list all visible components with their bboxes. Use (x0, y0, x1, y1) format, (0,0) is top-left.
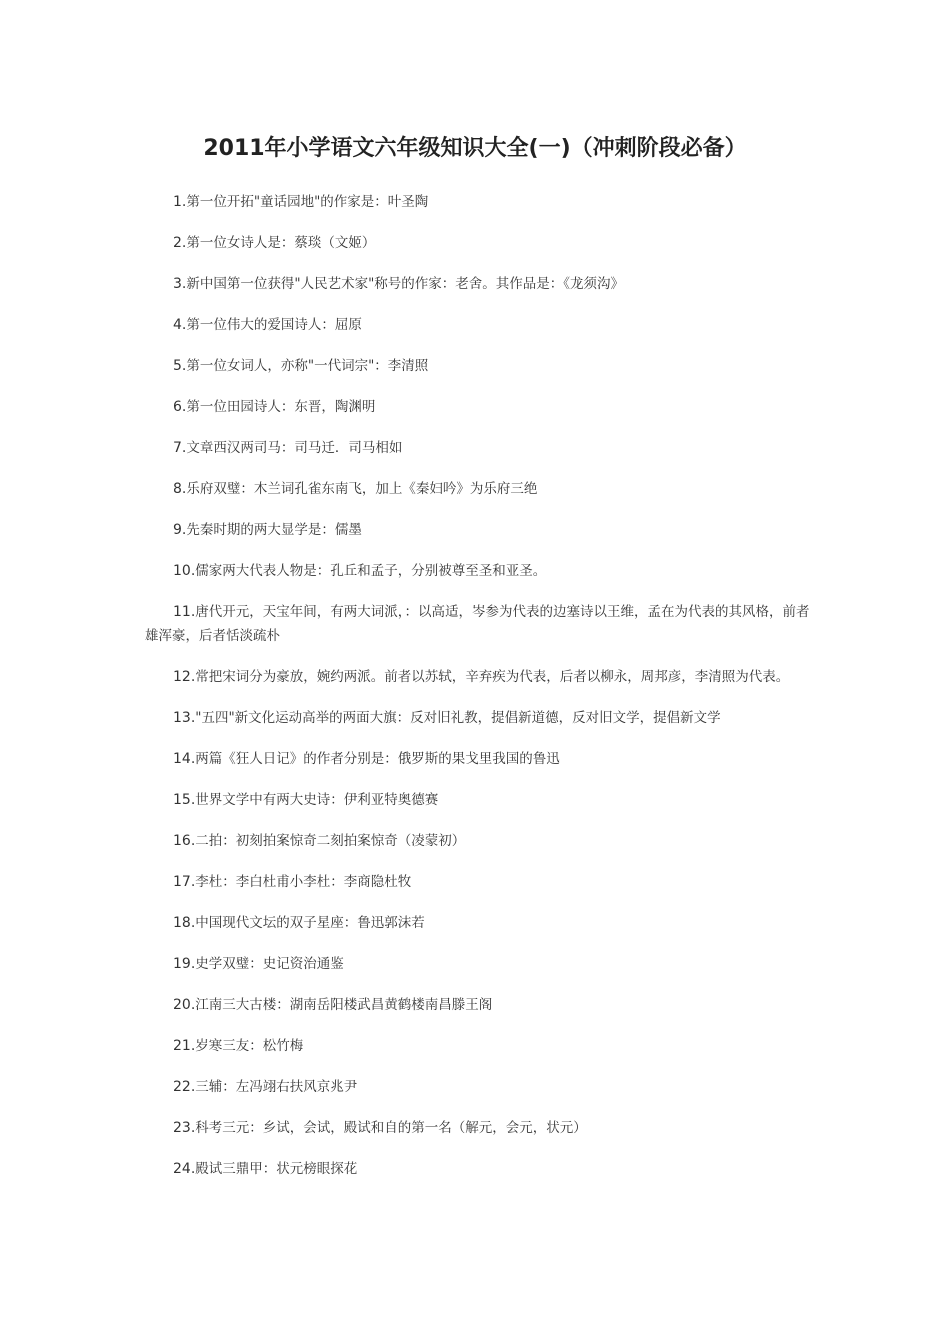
list-item (145, 559, 815, 583)
item-number: 16. (173, 833, 196, 849)
list-item (145, 272, 815, 296)
item-number: 12. (173, 669, 196, 685)
item-number: 24. (173, 1161, 196, 1177)
list-item (145, 231, 815, 255)
list-item (145, 706, 815, 730)
item-number: 9. (173, 522, 187, 538)
document-title: 2011年小学语文六年级知识大全(一)（冲刺阶段必备） (203, 136, 747, 161)
item-number: 3. (173, 276, 187, 292)
item-text: 江南三大古楼：湖南岳阳楼武昌黄鹤楼南昌滕王阁 (195, 997, 493, 1013)
item-number: 2. (173, 235, 187, 251)
item-number: 4. (173, 317, 187, 333)
item-text: 二拍：初刻拍案惊奇二刻拍案惊奇（凌蒙初） (195, 833, 466, 849)
item-number: 7. (173, 440, 187, 456)
item-number: 8. (173, 481, 187, 497)
list-item (145, 1116, 815, 1140)
knowledge-list (145, 190, 815, 1181)
list-item (145, 1034, 815, 1058)
item-text: 唐代开元，天宝年间，有两大词派，：以高适，岑参为代表的边塞诗以王维，孟在为代表的其风格，前者雄浑豪，后者恬淡疏朴 (145, 604, 810, 644)
item-number: 5. (173, 358, 187, 374)
item-text: 科考三元：乡试，会试，殿试和自的第一名（解元，会元，状元） (195, 1120, 587, 1136)
item-text: 第一位女诗人是：蔡琰（文姬） (186, 235, 376, 251)
item-number: 15. (173, 792, 196, 808)
list-item (145, 747, 815, 771)
list-item (145, 477, 815, 501)
list-item (145, 829, 815, 853)
item-number: 20. (173, 997, 196, 1013)
item-text: 新中国第一位获得"人民艺术家"称号的作家：老舍。其作品是：《龙须沟》 (186, 276, 625, 292)
item-number: 19. (173, 956, 196, 972)
list-item (145, 870, 815, 894)
item-number: 10. (173, 563, 196, 579)
list-item (145, 395, 815, 419)
item-text: 岁寒三友：松竹梅 (195, 1038, 304, 1054)
item-number: 21. (173, 1038, 196, 1054)
item-text: "五四"新文化运动高举的两面大旗：反对旧礼教，提倡新道德，反对旧文学，提倡新文学 (195, 710, 721, 726)
item-text: 第一位伟大的爱国诗人：屈原 (186, 317, 362, 333)
item-number: 13. (173, 710, 196, 726)
list-item (145, 313, 815, 337)
list-item (145, 993, 815, 1017)
list-item (145, 1075, 815, 1099)
item-number: 11. (173, 604, 196, 620)
item-text: 史学双璧：史记资治通鉴 (195, 956, 344, 972)
item-number: 17. (173, 874, 196, 890)
item-text: 文章西汉两司马：司马迁．司马相如 (186, 440, 403, 456)
item-text: 三辅：左冯翊右扶风京兆尹 (195, 1079, 358, 1095)
list-item (145, 788, 815, 812)
list-item (145, 190, 815, 214)
item-text: 中国现代文坛的双子星座：鲁迅郭沫若 (195, 915, 425, 931)
list-item (145, 354, 815, 378)
list-item (145, 952, 815, 976)
item-text: 李杜：李白杜甫小李杜：李商隐杜牧 (195, 874, 412, 890)
item-text: 两篇《狂人日记》的作者分别是：俄罗斯的果戈里我国的鲁迅 (195, 751, 560, 767)
list-item (145, 665, 815, 689)
item-number: 14. (173, 751, 196, 767)
item-text: 殿试三鼎甲：状元榜眼探花 (195, 1161, 358, 1177)
item-number: 22. (173, 1079, 196, 1095)
item-text: 第一位田园诗人：东晋，陶渊明 (186, 399, 376, 415)
list-item (145, 436, 815, 460)
item-text: 先秦时期的两大显学是：儒墨 (186, 522, 362, 538)
item-number: 18. (173, 915, 196, 931)
list-item (145, 600, 815, 648)
item-number: 23. (173, 1120, 196, 1136)
list-item (145, 911, 815, 935)
list-item (145, 1157, 815, 1181)
item-text: 乐府双璧：木兰词孔雀东南飞，加上《秦妇吟》为乐府三绝 (186, 481, 538, 497)
item-text: 第一位女词人，亦称"一代词宗"：李清照 (186, 358, 429, 374)
item-text: 世界文学中有两大史诗：伊利亚特奥德赛 (195, 792, 439, 808)
item-text: 第一位开拓"童话园地"的作家是：叶圣陶 (186, 194, 429, 210)
item-number: 6. (173, 399, 187, 415)
item-text: 儒家两大代表人物是：孔丘和孟子，分别被尊至圣和亚圣。 (195, 563, 547, 579)
list-item (145, 518, 815, 542)
item-text: 常把宋词分为豪放，婉约两派。前者以苏轼，辛弃疾为代表，后者以柳永，周邦彦，李清照为代表。 (195, 669, 790, 685)
item-number: 1. (173, 194, 187, 210)
